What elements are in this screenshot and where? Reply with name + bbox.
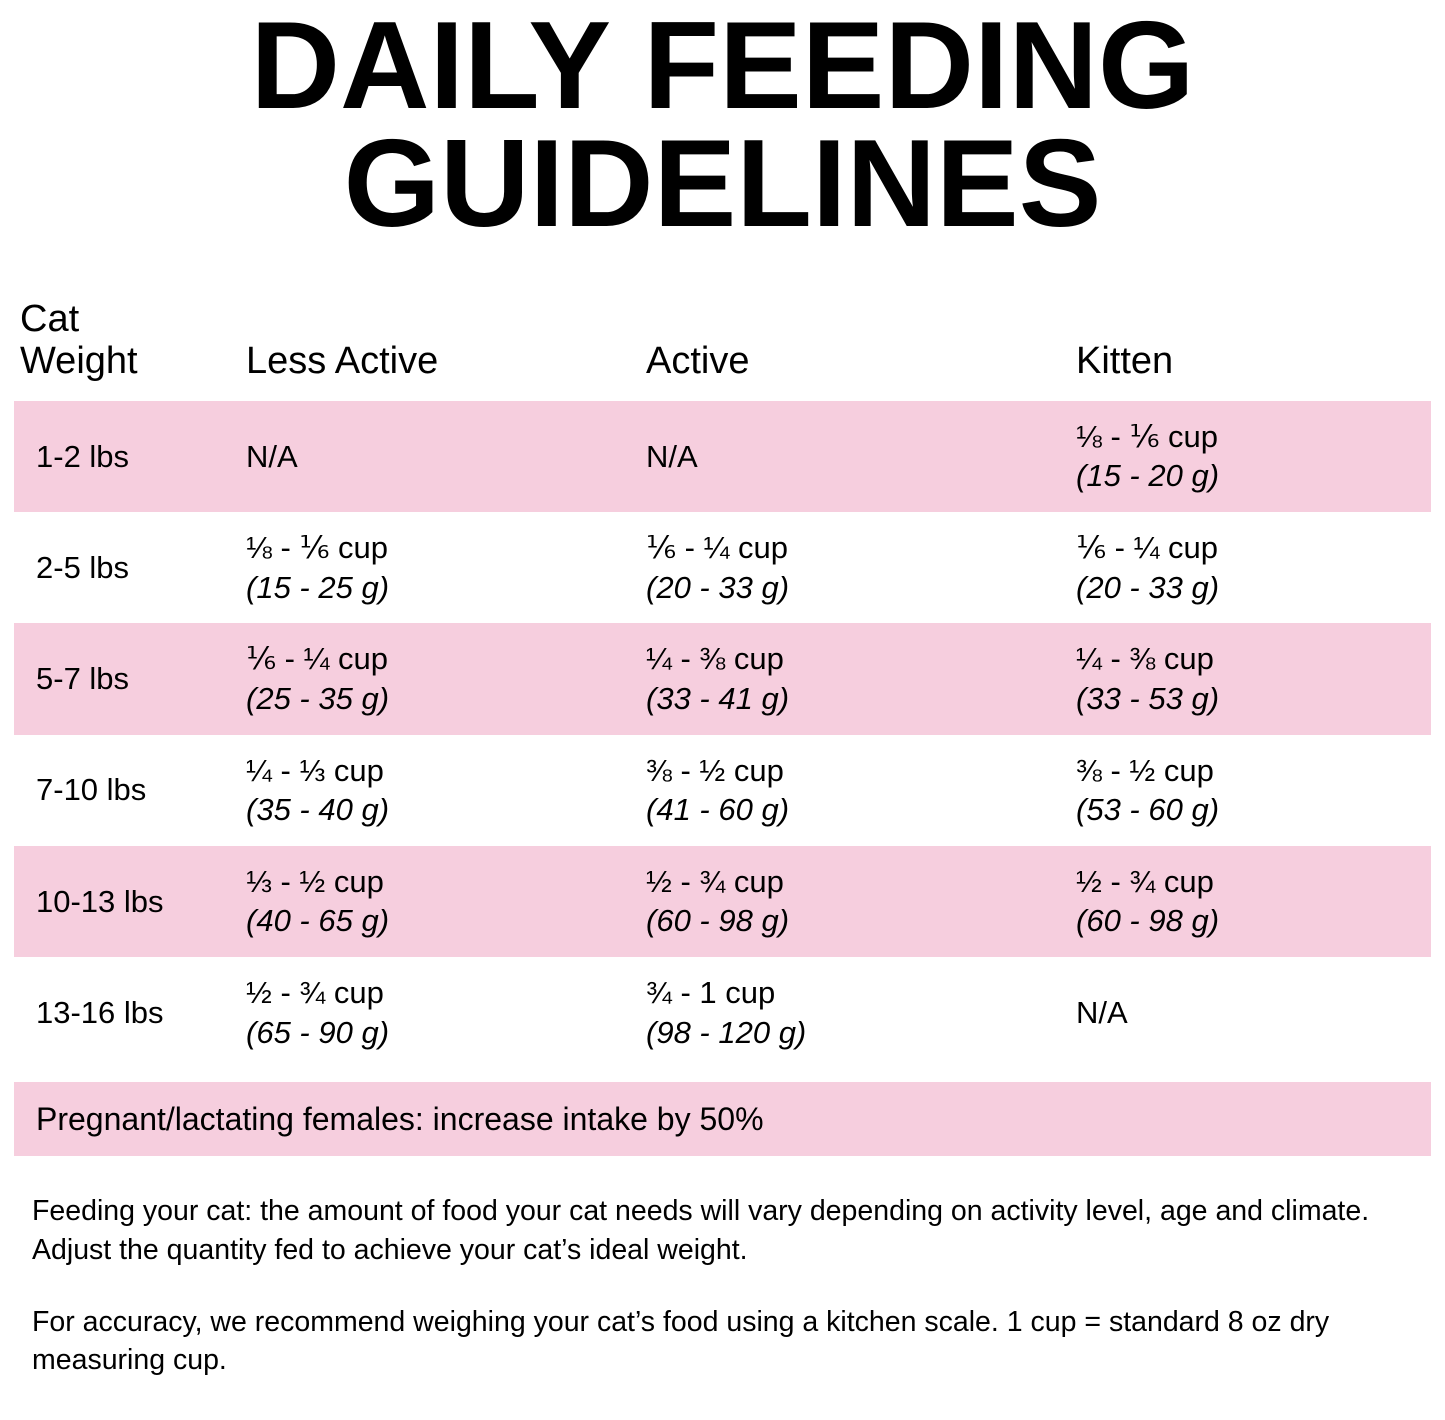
row-active-cups: ¾ - 1 cup	[646, 975, 776, 1011]
row-active	[632, 401, 1062, 512]
row-active-cups: N/A	[646, 438, 698, 474]
row-active	[632, 735, 1062, 846]
row-weight: 1-2 lbs	[36, 438, 130, 474]
column-header-cat-weight-line-1: Cat	[20, 297, 80, 340]
row-active-grams: (20 - 33 g)	[646, 569, 790, 605]
feeding-table-header	[14, 298, 1431, 401]
column-header-less-active: Less Active	[246, 340, 439, 383]
table-row	[14, 735, 1431, 846]
table-row	[14, 401, 1431, 512]
table-row	[14, 512, 1431, 623]
row-active-grams: (98 - 120 g)	[646, 1014, 807, 1050]
table-row	[14, 957, 1431, 1068]
row-kitten-cups: ⅙ - ¼ cup	[1076, 529, 1219, 565]
row-kitten-cups: N/A	[1076, 994, 1128, 1030]
row-less-active-grams: (35 - 40 g)	[246, 792, 390, 828]
row-active-cups: ¼ - ⅜ cup	[646, 641, 784, 677]
row-less-active-cups: ⅙ - ¼ cup	[246, 641, 389, 677]
row-kitten-cups: ⅜ - ½ cup	[1076, 752, 1214, 788]
row-less-active-grams: (25 - 35 g)	[246, 680, 390, 716]
row-less-active	[232, 846, 632, 957]
row-kitten	[1062, 957, 1431, 1068]
row-active-grams: (33 - 41 g)	[646, 680, 790, 716]
row-less-active-cups: N/A	[246, 438, 298, 474]
feeding-table-body	[14, 401, 1431, 1069]
pregnant-lactating-note	[14, 1082, 1431, 1156]
row-less-active-cups: ⅓ - ½ cup	[246, 863, 384, 899]
row-active	[632, 623, 1062, 734]
row-less-active-grams: (40 - 65 g)	[246, 903, 390, 939]
row-active-cups: ⅙ - ¼ cup	[646, 529, 789, 565]
row-active	[632, 512, 1062, 623]
row-less-active	[232, 735, 632, 846]
row-kitten-cups: ⅛ - ⅙ cup	[1076, 418, 1219, 454]
row-kitten-grams: (15 - 20 g)	[1076, 458, 1220, 494]
row-active-cups: ⅜ - ½ cup	[646, 752, 784, 788]
column-header-cat-weight	[14, 298, 232, 401]
row-weight: 13-16 lbs	[36, 994, 164, 1030]
row-active-grams: (60 - 98 g)	[646, 903, 790, 939]
table-row	[14, 623, 1431, 734]
page-title	[14, 0, 1431, 253]
row-weight: 7-10 lbs	[36, 772, 147, 808]
row-less-active-cups: ¼ - ⅓ cup	[246, 752, 384, 788]
table-header-row	[14, 298, 1431, 401]
row-less-active-grams: (15 - 25 g)	[246, 569, 390, 605]
row-active-cups: ½ - ¾ cup	[646, 863, 784, 899]
row-weight: 2-5 lbs	[36, 549, 130, 585]
row-weight: 10-13 lbs	[36, 883, 164, 919]
row-kitten	[1062, 735, 1431, 846]
column-header-cat-weight-line-2: Weight	[20, 340, 138, 383]
row-kitten	[1062, 846, 1431, 957]
row-less-active-grams: (65 - 90 g)	[246, 1014, 390, 1050]
page-title-line-2: GUIDELINES	[343, 114, 1102, 253]
row-less-active-cups: ⅛ - ⅙ cup	[246, 529, 389, 565]
footnotes	[14, 1192, 1431, 1379]
row-kitten-cups: ¼ - ⅜ cup	[1076, 641, 1214, 677]
column-header-kitten: Kitten	[1076, 340, 1174, 383]
row-kitten-grams: (20 - 33 g)	[1076, 569, 1220, 605]
row-kitten-grams: (60 - 98 g)	[1076, 903, 1220, 939]
row-less-active	[232, 957, 632, 1068]
page-title-line-1: DAILY FEEDING	[250, 0, 1195, 135]
row-less-active	[232, 623, 632, 734]
row-active-grams: (41 - 60 g)	[646, 792, 790, 828]
row-kitten-cups: ½ - ¾ cup	[1076, 863, 1214, 899]
row-active	[632, 957, 1062, 1068]
column-header-active: Active	[646, 340, 750, 383]
row-less-active-cups: ½ - ¾ cup	[246, 975, 384, 1011]
row-active	[632, 846, 1062, 957]
footnote-feeding-your-cat: Feeding your cat: the amount of food your cat needs will vary depending on activity level, age and climate. Adjust the quantity fed to achieve your cat’s ideal weight.	[32, 1195, 1370, 1266]
row-weight: 5-7 lbs	[36, 661, 130, 697]
row-kitten-grams: (53 - 60 g)	[1076, 792, 1220, 828]
row-kitten	[1062, 623, 1431, 734]
table-row	[14, 846, 1431, 957]
row-kitten	[1062, 401, 1431, 512]
row-less-active	[232, 512, 632, 623]
row-kitten-grams: (33 - 53 g)	[1076, 680, 1220, 716]
footnote-accuracy: For accuracy, we recommend weighing your cat’s food using a kitchen scale. 1 cup = standard 8 oz dry measuring cup.	[32, 1305, 1330, 1376]
pregnant-lactating-note-text: Pregnant/lactating females: increase intake by 50%	[36, 1100, 764, 1137]
row-kitten	[1062, 512, 1431, 623]
feeding-table	[14, 298, 1431, 1069]
row-less-active	[232, 401, 632, 512]
